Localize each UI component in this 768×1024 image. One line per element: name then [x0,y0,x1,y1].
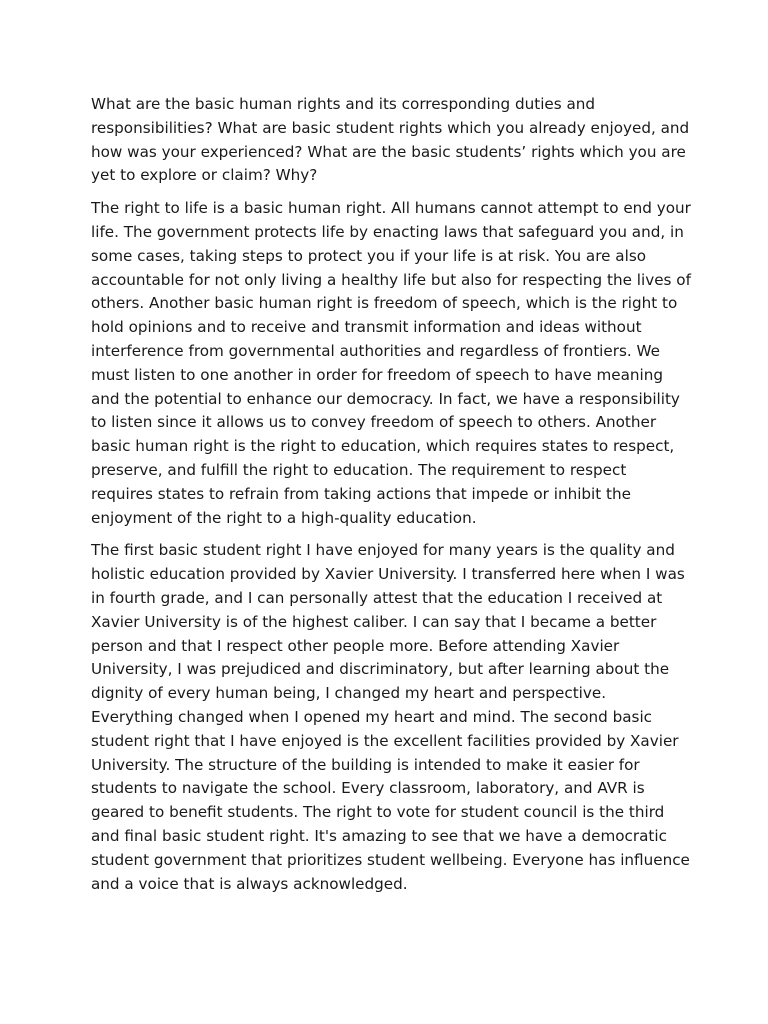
human-rights-paragraph: The right to life is a basic human right. All humans cannot attempt to end your life. The government protects life by enacting laws that safeguard you and, in some cases, taking steps to protect you if your life is at risk. You are also accountable for not only living a healthy life but also for respecting the lives of others. Another basic human right is freedom of speech, which is the right to hold opinions and to receive and transmit information and ideas without interference from governmental authorities and regardless of frontiers. We must listen to one another in order for freedom of speech to have meaning and the potential to enhance our democracy. In fact, we have a responsibility to listen since it allows us to convey freedom of speech to others. Another basic human right is the right to education, which requires states to respect, preserve, and fulfill the right to education. The requirement to respect requires states to refrain from taking actions that impede or inhibit the enjoyment of the right to a high-quality education. [91,199,691,527]
document-body [91,93,691,905]
student-rights-paragraph: The first basic student right I have enjoyed for many years is the quality and holistic education provided by Xavier University. I transferred here when I was in fourth grade, and I can personally attest that the education I received at Xavier University is of the highest caliber. I can say that I became a better person and that I respect other people more. Before attending Xavier University, I was prejudiced and discriminatory, but after learning about the dignity of every human being, I changed my heart and perspective. Everything changed when I opened my heart and mind. The second basic student right that I have enjoyed is the excellent facilities provided by Xavier University. The structure of the building is intended to make it easier for students to navigate the school. Every classroom, laboratory, and AVR is geared to benefit students. The right to vote for student council is the third and final basic student right. It's amazing to see that we have a democratic student government that prioritizes student wellbeing. Everyone has influence and a voice that is always acknowledged. [91,541,690,893]
question-paragraph: What are the basic human rights and its corresponding duties and responsibilities? What are basic student rights which you already enjoyed, and how was your experienced? What are the basic students’ rights which you are yet to explore or claim? Why? [91,95,690,185]
